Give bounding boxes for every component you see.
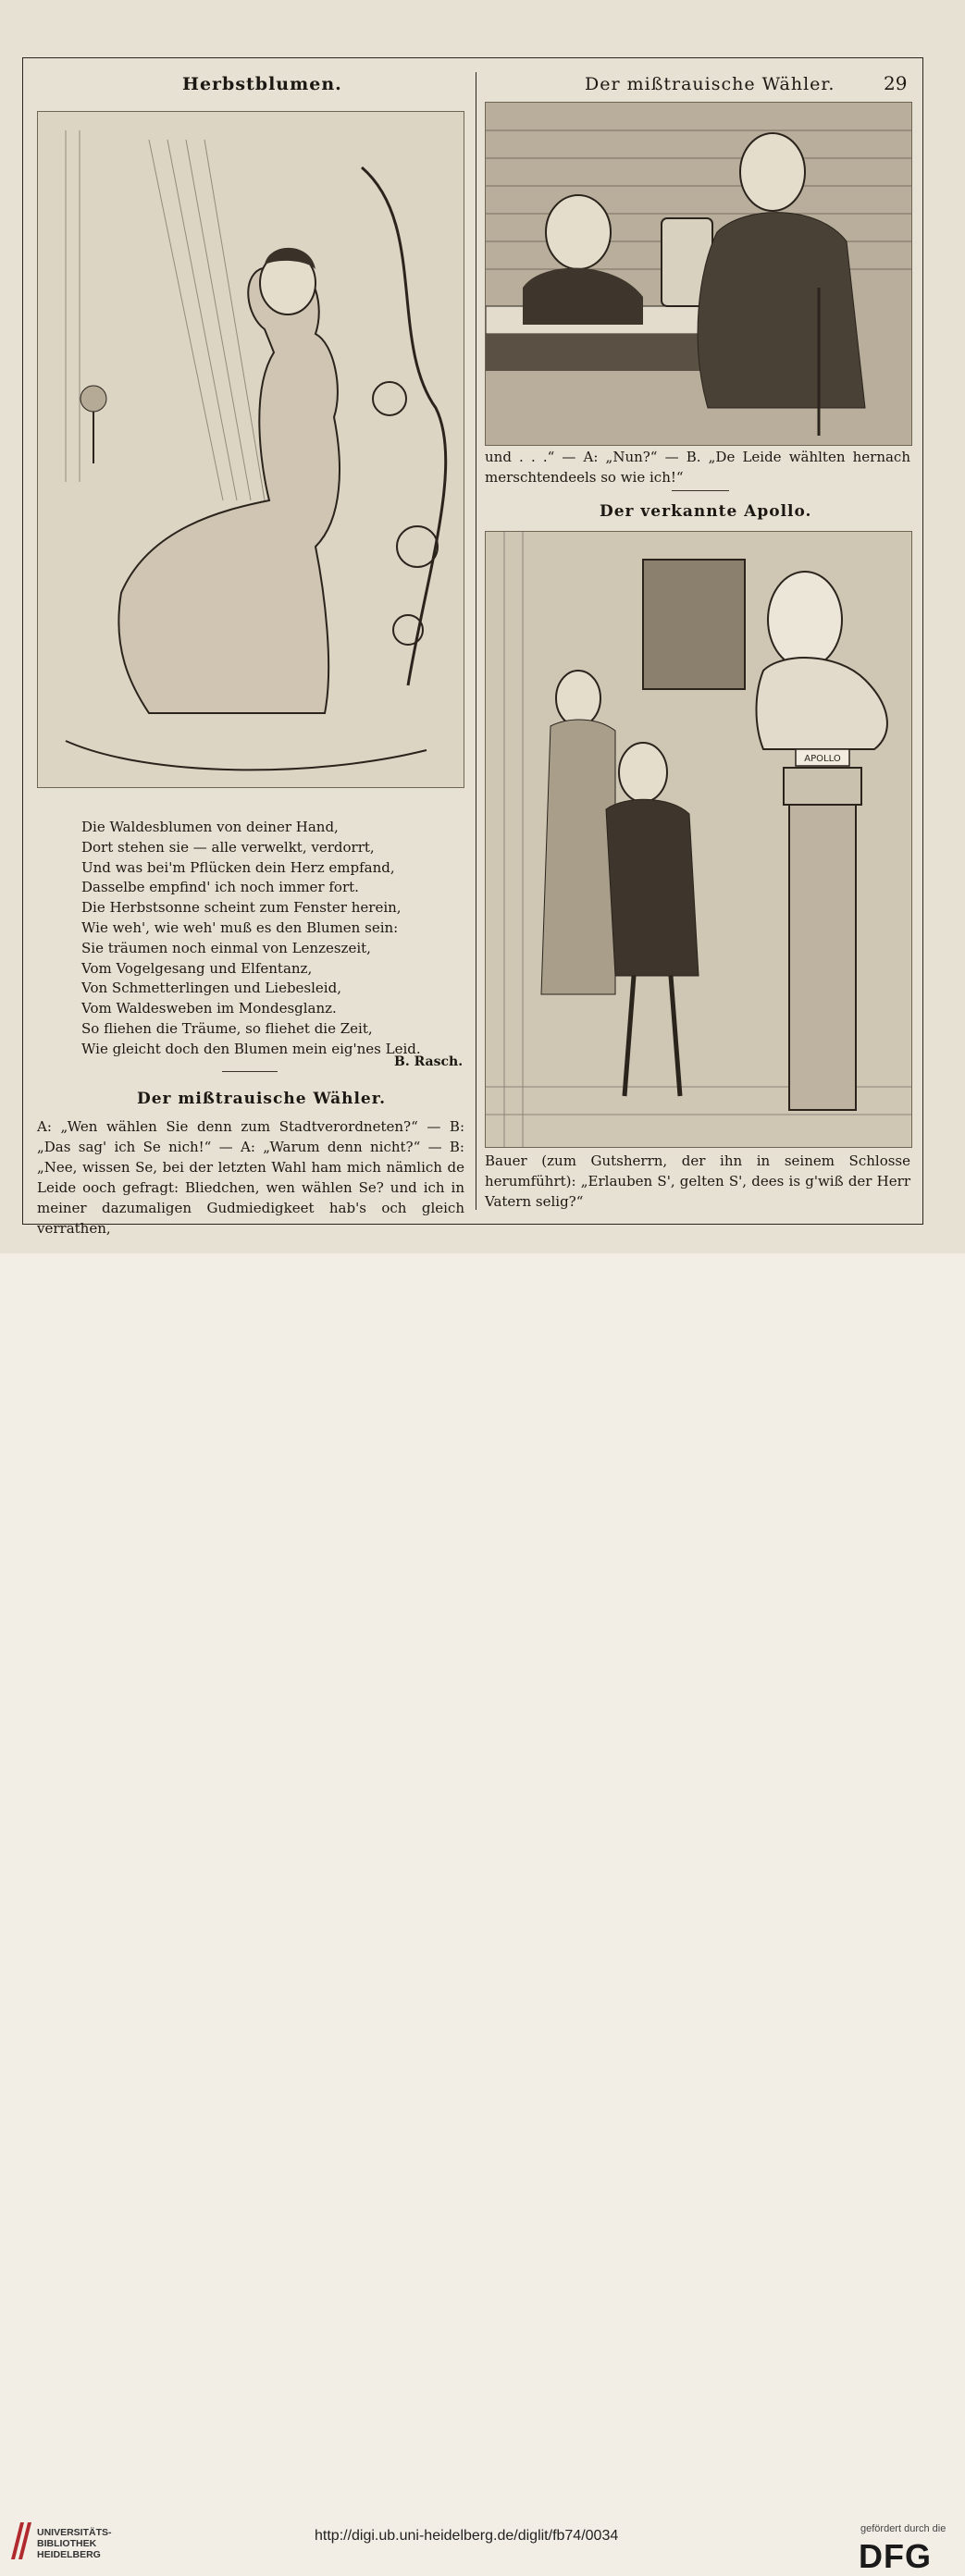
apollo-illustration bbox=[485, 531, 912, 1148]
header-center-title: Der mißtrauische Wähler. bbox=[585, 74, 835, 94]
university-name-line: UNIVERSITÄTS- bbox=[37, 2527, 112, 2538]
voters-illustration bbox=[485, 102, 912, 446]
poem-line: Vom Waldesweben im Mondesglanz. bbox=[81, 1000, 337, 1017]
funding-label: gefördert durch die bbox=[860, 2523, 946, 2534]
poem bbox=[81, 818, 421, 1060]
poem-line: Von Schmetterlingen und Liebesleid, bbox=[81, 980, 341, 997]
header-left-title: Herbstblumen. bbox=[182, 74, 342, 94]
university-name-line: BIBLIOTHEK bbox=[37, 2538, 97, 2549]
poem-line: Die Herbstsonne scheint zum Fenster herein, bbox=[81, 899, 402, 917]
footer-bar bbox=[0, 1253, 965, 2575]
apollo-caption: Bauer (zum Gutsherrn, der ihn in seinem Schlosse herumführt): „Erlauben S', gelten S', dees is g'wiß der Herr Vatern selig?“ bbox=[485, 1152, 910, 1210]
apollo-title: Der verkannte Apollo. bbox=[600, 502, 812, 521]
page-number: 29 bbox=[884, 72, 908, 94]
poem-line: Und was bei'm Pflücken dein Herz empfand, bbox=[81, 858, 395, 876]
poem-line: Dasselbe empfind' ich noch immer fort. bbox=[81, 879, 359, 896]
poem-line: Wie gleicht doch den Blumen mein eig'nes Leid. bbox=[81, 1040, 421, 1057]
university-name bbox=[37, 2527, 112, 2560]
section-rule bbox=[672, 490, 729, 491]
waehler-text: A: „Wen wählen Sie denn zum Stadtverordneten?“ — B: „Das sag' ich Se nich!“ — A: „Warum denn nicht?“ — B: „Nee, wissen Se, bei der letzten Wahl ham mich nämlich de Leide ooch gefragt: Bliedchen, wen wählen Se? und ich in meiner dazumaligen Gudmiedigkeet hab's och gleich verrathen, bbox=[37, 1118, 464, 1237]
waehler-title: Der mißtrauische Wähler. bbox=[137, 1090, 387, 1108]
lady-illustration bbox=[37, 111, 464, 788]
poem-line: Dort stehen sie — alle verwelkt, verdorrt, bbox=[81, 838, 375, 856]
poem-author: B. Rasch. bbox=[394, 1054, 464, 1069]
poem-line: So fliehen die Träume, so fliehet die Zeit, bbox=[81, 1019, 373, 1037]
university-logo-icon bbox=[9, 2519, 33, 2563]
poem-line: Die Waldesblumen von deiner Hand, bbox=[81, 819, 339, 835]
scanned-page bbox=[0, 0, 965, 1253]
university-name-line: HEIDELBERG bbox=[37, 2549, 101, 2560]
waehler-continuation: und . . .“ — A: „Nun?“ — B. „De Leide wählten hernach merschtendeels so wie ich!“ bbox=[485, 449, 910, 486]
poem-line: Sie träumen noch einmal von Lenzeszeit, bbox=[81, 939, 371, 956]
dfg-logo: DFG bbox=[859, 2537, 932, 2575]
source-url-link[interactable]: http://digi.ub.uni-heidelberg.de/diglit/fb74/0034 bbox=[315, 2528, 619, 2544]
section-rule bbox=[222, 1071, 278, 1072]
poem-line: Wie weh', wie weh' muß es den Blumen sein: bbox=[81, 918, 399, 936]
poem-line: Vom Vogelgesang und Elfentanz, bbox=[81, 959, 313, 977]
bust-label: APOLLO bbox=[804, 754, 841, 764]
